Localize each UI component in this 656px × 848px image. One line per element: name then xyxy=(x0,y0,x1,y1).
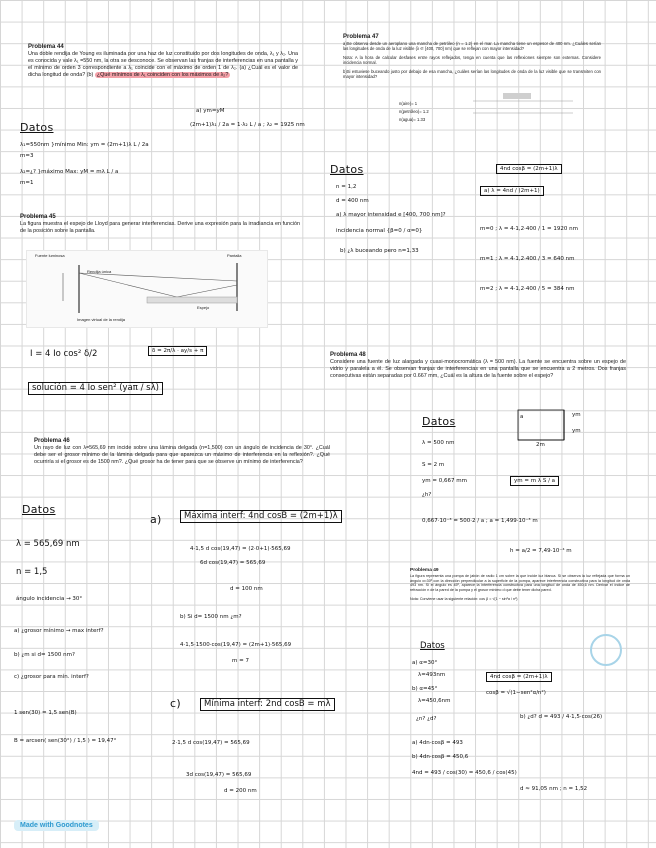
notes47-row: m=2 ; λ = 4·1,2·400 / 5 = 384 nm xyxy=(480,286,575,292)
oil-slick-figure xyxy=(343,79,601,135)
notes49-eq: b) ¿d? d = 493 / 4·1,5·cos(26) xyxy=(520,714,603,720)
notes49-data: λ=450,6nm xyxy=(418,698,451,704)
problem-44-title: Problema 44 xyxy=(28,44,64,50)
notes49-data: λ=493nm xyxy=(418,672,446,678)
notes44-eq-b: (2m+1)λ₁ / 2a = 1·λ₂ L / a ; λ₂ = 1925 nm xyxy=(190,122,305,128)
notes46-a-label: a) xyxy=(150,513,162,526)
notes44-eq-a: a) ym=yM xyxy=(196,108,225,114)
fig-label-slit: Rendija única xyxy=(87,269,112,274)
notes44-line: m=1 xyxy=(20,180,34,186)
problem-49 xyxy=(410,568,630,602)
notes46-b-step: b) Si d= 1500 nm ¿m? xyxy=(180,614,242,620)
notes44-line: λ₁=550nm }mínimo Min: ym = (2m+1)λ L / 2a xyxy=(20,142,149,148)
problem-47-title: Problema 47 xyxy=(343,34,379,40)
notes46-b-step: m = 7 xyxy=(232,658,249,664)
notes46-c-step: 3d cos(19,47) = 565,69 xyxy=(186,772,252,778)
problem-48-title: Problema 48 xyxy=(330,352,366,358)
notes48-diagram xyxy=(516,408,600,448)
notes45-solution: solución = 4 Io sen² (yaπ / sλ) xyxy=(28,382,163,395)
notes47-row: m=1 ; λ = 4·1,2·400 / 3 = 640 nm xyxy=(480,256,575,262)
problem-49-title: Problema 49 xyxy=(410,568,439,573)
notes46-data: a) ¿grosor mínimo → max interf? xyxy=(14,628,104,634)
problem-45 xyxy=(20,214,300,235)
notes46-data: ángulo incidencia → 30° xyxy=(16,596,83,602)
notes48-data: ¿h? xyxy=(422,492,432,498)
notes46-c-label: c) xyxy=(170,697,181,710)
notes46-c-step: d = 200 nm xyxy=(224,788,257,794)
notes44-line: λ₂=¿? }máximo Max: yM = mλ L / a xyxy=(20,169,119,175)
notes47-heading: Datos xyxy=(330,163,364,176)
problem-44 xyxy=(28,44,298,79)
oil-label: n(aire)= 1 xyxy=(399,101,418,107)
notes46-a-step: 6d cos(19,47) = 565,69 xyxy=(200,560,266,566)
fig-label-virtual: Imagen virtual de la rendija xyxy=(77,317,126,322)
notes45-delta: δ = 2π/λ · ay/s + π xyxy=(148,346,207,356)
notes46-heading: Datos xyxy=(22,503,56,516)
notes46-data: n = 1,5 xyxy=(16,567,48,577)
fig-label-screen: Pantalla xyxy=(227,253,242,258)
problem-45-text: La figura muestra el espejo de Lloyd para generar interferencias. Derive una expresión para la irradiancia en función de la posición sobre la pantalla. xyxy=(20,221,300,234)
notes49-data: ¿n? ¿d? xyxy=(416,716,437,722)
fig-label-source: Fuente luminosa xyxy=(35,253,65,258)
notes47-data: b) ¿λ buceando pero n=1,33 xyxy=(340,248,419,254)
oil-label: n(agua)= 1.33 xyxy=(399,117,426,123)
notes46-a-box: Máxima interf: 4nd cosB = (2m+1)λ xyxy=(180,510,342,523)
notes49-heading: Datos xyxy=(420,641,445,651)
diag-label: ym xyxy=(572,412,581,418)
problem-46-title: Problema 46 xyxy=(34,438,70,444)
notes46-data: c) ¿grosor para mín. interf? xyxy=(14,674,89,680)
notes49-eq: b) 4dn·cosβ = 450,6 xyxy=(412,754,469,760)
notes48-data: ym = 0,667 mm xyxy=(422,478,467,484)
highlight-mark: ¿Qué mínimos de λ₁ coinciden con los máximos de λ₂? xyxy=(96,71,229,78)
notes48-calc: 0,667·10⁻³ = 500·2 / a ; a = 1,499·10⁻³ m xyxy=(422,518,538,524)
mirror-sketch xyxy=(516,408,600,448)
notes46-snell: 1 sen(30) = 1,5 sen(B) xyxy=(14,710,77,716)
problem-44-text: Una doble rendija de Young es iluminada por una haz de luz constituido por dos longitudes de onda, λ₁ y λ₂. Una es conocida y vale λ₁ =550 nm, la otra se desconoce. Se observan las franjas de interferencias en una pantalla y el mínimo de orden 3 correspondiente a λ₁ coincide con el máximo de orden 1 de λ₂. (a) ¿Cuál es el valor de dicha longitud de onda? (b) ¿Qué mínimos de λ₁ coinciden con los máximos de λ₂? xyxy=(28,51,298,78)
notes46-data: λ = 565,69 nm xyxy=(16,539,80,549)
notes47-data: n = 1,2 xyxy=(336,184,357,190)
notes49-eq: d ≈ 91,05 nm ; n = 1,52 xyxy=(520,786,588,792)
notes48-data: λ = 500 nm xyxy=(422,440,455,446)
notes47-data: a) λ mayor intensidad e [400, 700 nm]? xyxy=(336,212,446,218)
oil-label: n(petróleo)= 1.2 xyxy=(399,109,429,115)
notes46-a-step: 4·1,5 d cos(19,47) = (2·0+1)·565,69 xyxy=(190,546,291,552)
notes46-c-box: Mínima interf: 2nd cosB = mλ xyxy=(200,698,335,711)
notes49-eq: a) 4dn·cosβ = 493 xyxy=(412,740,463,746)
notes47-row: m=0 ; λ = 4·1,2·400 / 1 = 1920 nm xyxy=(480,226,578,232)
lloyd-mirror-figure xyxy=(26,250,268,328)
notes46-b-step: 4·1,5·1500·cos(19,47) = (2m+1)·565,69 xyxy=(180,642,292,648)
diag-label: a xyxy=(520,414,524,420)
notes46-c-step: 2·1,5 d cos(19,47) = 565,69 xyxy=(172,740,250,746)
fig-label-mirror: Espejo xyxy=(197,305,210,310)
notes46-data: b) ¿m si d= 1500 nm? xyxy=(14,652,75,658)
problem-45-title: Problema 45 xyxy=(20,214,56,220)
notes45-line1: I = 4 Io cos² δ/2 xyxy=(30,349,98,359)
notes44-line: m=3 xyxy=(20,153,34,159)
notes47-data: d = 400 nm xyxy=(336,198,369,204)
problem-49-text: La figura representa una pompa de jabón de radio 1 cm sobre la que incide luz blanca. Si se observa la luz reflejada que forma un ángulo α=30º con la dirección perpendicular a la superficie de la pompa, aparece interferencia constructiva para la longitud de onda 493 nm. Si el ángulo es 45º, aparece la interferencia constructiva para una longitud de onda de 450,6 nm. Derivar el índice de refracción n de la pared de la pompa y el grosor mínimo d que debe tener dicha pared. xyxy=(410,574,630,593)
goodnotes-badge: Made with Goodnotes xyxy=(14,820,99,831)
diag-label: ym xyxy=(572,428,581,434)
bubble-figure xyxy=(590,634,622,666)
notes49-eq: cosβ = √(1−sen²α/n²) xyxy=(486,690,546,696)
problem-47 xyxy=(343,34,601,135)
notes47-data: incidencia normal {β=0 / α=0} xyxy=(336,228,423,234)
problem-47-text: a)Se observa desde un aeroplano una mancha de petróleo (n = 1.2) en el mar. La mancha tiene un espesor de 400 nm. ¿Cuáles serían las longitudes de onda de la luz visible (λ ∈ [400, 700] nm) que se reflejan con mayor intensidad? xyxy=(343,41,601,52)
notes44-heading: Datos xyxy=(20,121,54,134)
problem-46-text: Un rayo de luz con λ=565,69 nm incide sobre una lámina delgada (n=1,500) con un ángulo de incidencia de 30°. ¿Cuál debe ser el grosor mínimo de la lámina delgada para que aparezca un máximo de interferencia en la reflexión?. ¿Qué ocurriría si el grosor es de 1500 nm?. ¿Qué grosor ha de tener para que se observe un mínimo de interferencia? xyxy=(34,445,330,465)
problem-48-text: Considere una fuente de luz alargada y cuasi-monocromática (λ = 500 nm). La fuente se encuentra sobre un espejo de vidrio y paralela a él. Se observan franjas de interferencias en una pantalla que se encuentra a 2 metros. Dos franjas consecutivas están separadas por 0.667 mm, ¿Cuál es la altura de la fuente sobre el espejo? xyxy=(330,359,626,379)
notes47-a-eq: a) λ = 4nd / (2m+1) xyxy=(480,186,544,196)
notes48-box: ym = m λ S / a xyxy=(510,476,559,486)
notes48-heading: Datos xyxy=(422,415,456,428)
problem-47-b: b)Si estuviese buceando justo por debajo de esa mancha, ¿cuáles serían las longitudes de onda de la luz visible que se transmiten con mayor intensidad? xyxy=(343,68,601,79)
notes49-data: a) α=30° xyxy=(412,660,438,666)
notes49-eq: 4nd = 493 / cos(30) = 450,6 / cos(45) xyxy=(412,770,517,776)
diag-label: 2m xyxy=(536,442,545,448)
problem-46 xyxy=(34,438,330,466)
lloyd-diagram xyxy=(27,251,267,327)
problem-49-note: Nota: Conviene usar la siguiente relación: cos β = √(1 − sin²α / n²) xyxy=(410,596,518,601)
notes49-eq: 4nd cosβ = (2m+1)λ xyxy=(486,672,552,682)
notes46-snell: B = arcsen( sen(30°) / 1,5 ) = 19,47° xyxy=(14,738,117,744)
problem-47-note: Nota: A la hora de calcular desfases entre rayos reflejados, tenga en cuenta que las reflexiones siempre son externas. Considere incidencia normal. xyxy=(343,54,601,66)
notes48-h: h = a/2 = 7,49·10⁻⁴ m xyxy=(510,548,572,554)
notes48-data: S = 2 m xyxy=(422,462,445,468)
notes47-box: 4nd cosβ = (2m+1)λ xyxy=(496,164,562,174)
notes49-data: b) α=45° xyxy=(412,686,438,692)
problem-48 xyxy=(330,352,626,380)
notes46-a-step: d = 100 nm xyxy=(230,586,263,592)
